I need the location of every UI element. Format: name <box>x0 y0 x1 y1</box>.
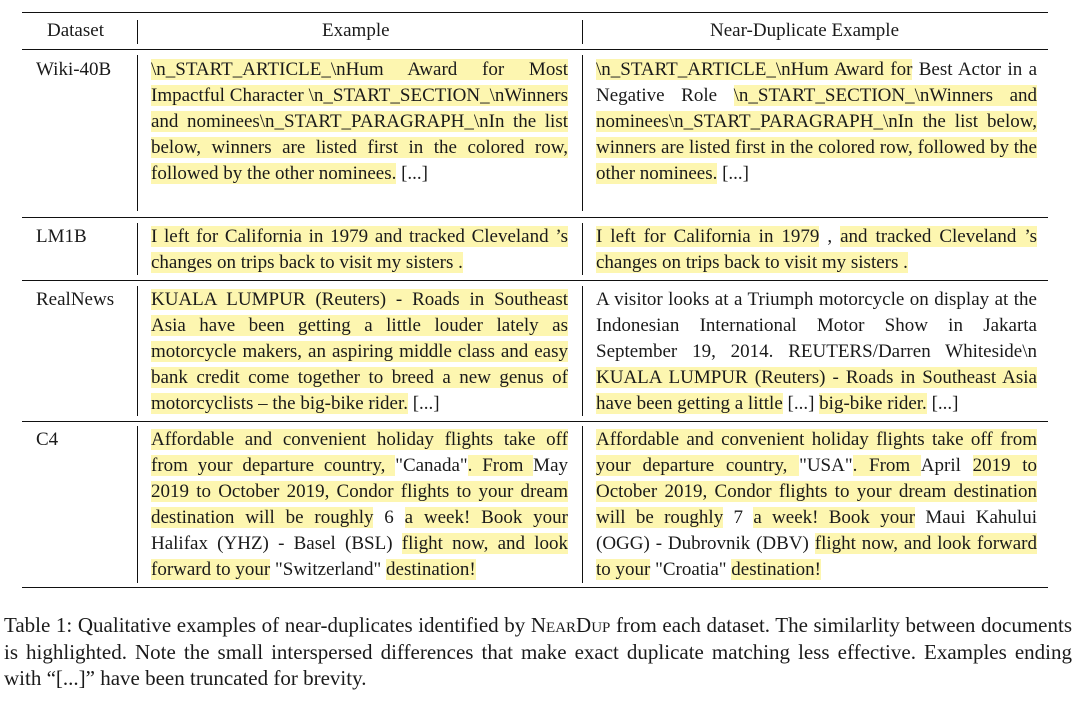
plain-text: "Croatia" <box>650 559 732 580</box>
near-duplicate-cell <box>596 224 1037 276</box>
plain-text: Best Actor in a Negative Role <box>596 59 1038 106</box>
near-duplicate-cell <box>596 287 1037 417</box>
highlighted-text: . From <box>467 455 534 476</box>
column-divider <box>582 426 583 583</box>
column-divider <box>582 286 583 416</box>
example-cell <box>151 224 568 276</box>
highlighted-text: \n_START_SECTION_\nWinners and nominees\n_START_PARAGRAPH_\nIn the list below, winners are listed first in the colored row, followed by the other nominees. <box>596 85 1038 184</box>
header-example: Example <box>322 20 390 41</box>
highlighted-text: 2019 to October 2019, Condor flights to your dream destination will be roughly <box>151 481 568 528</box>
highlighted-text: destination! <box>386 559 476 580</box>
example-cell <box>151 427 568 583</box>
highlighted-text: Affordable and convenient holiday flights take off from your departure country, <box>596 429 1037 476</box>
table-bottom-rule <box>22 587 1048 588</box>
plain-text: [...] <box>717 163 750 184</box>
highlighted-text: 2019 to October 2019, Condor flights to your dream destination will be roughly <box>596 455 1037 528</box>
highlighted-text: KUALA LUMPUR (Reuters) - Roads in Southeast Asia have been getting a little <box>596 367 1037 414</box>
caption-method-name: NearDup <box>530 613 611 637</box>
plain-text: "Canada" <box>395 455 468 476</box>
row-dataset-label: Wiki-40B <box>36 59 112 80</box>
column-divider <box>582 55 583 211</box>
header-rule <box>22 49 1048 50</box>
plain-text: May <box>533 455 568 476</box>
highlighted-text: I left for California in 1979 <box>596 226 820 247</box>
column-divider <box>137 426 138 583</box>
example-cell <box>151 57 568 187</box>
plain-text: Halifax (YHZ) - Basel (BSL) <box>151 533 402 554</box>
row-dataset-label: RealNews <box>36 289 115 310</box>
caption-suffix: from each dataset. The similarlity between documents is highlighted. Note the small interspersed differences that make exact duplicate matching less effective. Examples ending with “[...]” have been truncated for brevity. <box>4 613 1072 690</box>
column-divider <box>582 20 583 44</box>
highlighted-text: Affordable and convenient holiday flights take off from your departure country, <box>151 429 568 476</box>
highlighted-text: a week! Book your <box>404 507 568 528</box>
plain-text: [...] <box>782 393 820 414</box>
highlighted-text: I left for California in 1979 and tracked Cleveland ’s changes on trips back to visit my sisters . <box>151 226 568 273</box>
near-duplicate-cell <box>596 57 1037 187</box>
header-near-duplicate: Near-Duplicate Example <box>710 20 899 41</box>
highlighted-text: and tracked Cleveland ’s changes on trips back to visit my sisters . <box>596 226 1037 273</box>
plain-text: "Switzerland" <box>270 559 387 580</box>
plain-text: Maui Kahului (OGG) - Dubrovnik (DBV) <box>596 507 1037 554</box>
highlighted-text: flight now, and look forward to your <box>596 533 1037 580</box>
plain-text: [...] <box>396 163 429 184</box>
highlighted-text: KUALA LUMPUR (Reuters) - Roads in Southeast Asia have been getting a little louder lately as motorcycle makers, an aspiring middle class and easy bank credit come together to breed a new genus of motorcyclists – the big-bike rider. <box>151 289 568 414</box>
near-duplicate-cell <box>596 427 1037 583</box>
plain-text: "USA" <box>799 455 853 476</box>
example-cell <box>151 287 568 417</box>
plain-text: [...] <box>407 393 440 414</box>
header-dataset: Dataset <box>47 20 104 41</box>
row-dataset-label: C4 <box>36 429 59 450</box>
row-rule <box>22 280 1048 281</box>
highlighted-text: a week! Book your <box>753 507 916 528</box>
table-top-rule <box>22 12 1048 13</box>
table-caption <box>4 612 1072 692</box>
highlighted-text: \n_START_ARTICLE_\nHum Award for Most Impactful Character \n_START_SECTION_\nWinners and nominees\n_START_PARAGRAPH_\nIn the list below, winners are listed first in the colored row, followed by the other nominees. <box>151 59 568 184</box>
column-divider <box>137 55 138 211</box>
column-divider <box>137 20 138 44</box>
highlighted-text: . From <box>852 455 921 476</box>
highlighted-text: \n_START_ARTICLE_\nHum Award for <box>596 59 913 80</box>
row-rule <box>22 217 1048 218</box>
plain-text: 7 <box>723 507 754 528</box>
plain-text: 6 <box>373 507 405 528</box>
plain-text: April <box>920 455 973 476</box>
plain-text: A visitor looks at a Triumph motorcycle on display at the Indonesian International Motor Show in Jakarta September 19, 2014. REUTERS/Darren Whiteside\n <box>596 289 1037 362</box>
highlighted-text: destination! <box>731 559 821 580</box>
plain-text: , <box>819 226 841 247</box>
plain-text: [...] <box>926 393 959 414</box>
caption-prefix: Table 1: Qualitative examples of near-duplicates identified by <box>4 613 531 637</box>
highlighted-text: big-bike rider. <box>819 393 927 414</box>
column-divider <box>137 223 138 275</box>
row-rule <box>22 421 1048 422</box>
highlighted-text: flight now, and look forward to your <box>151 533 568 580</box>
column-divider <box>137 286 138 416</box>
column-divider <box>582 223 583 275</box>
row-dataset-label: LM1B <box>36 226 87 247</box>
